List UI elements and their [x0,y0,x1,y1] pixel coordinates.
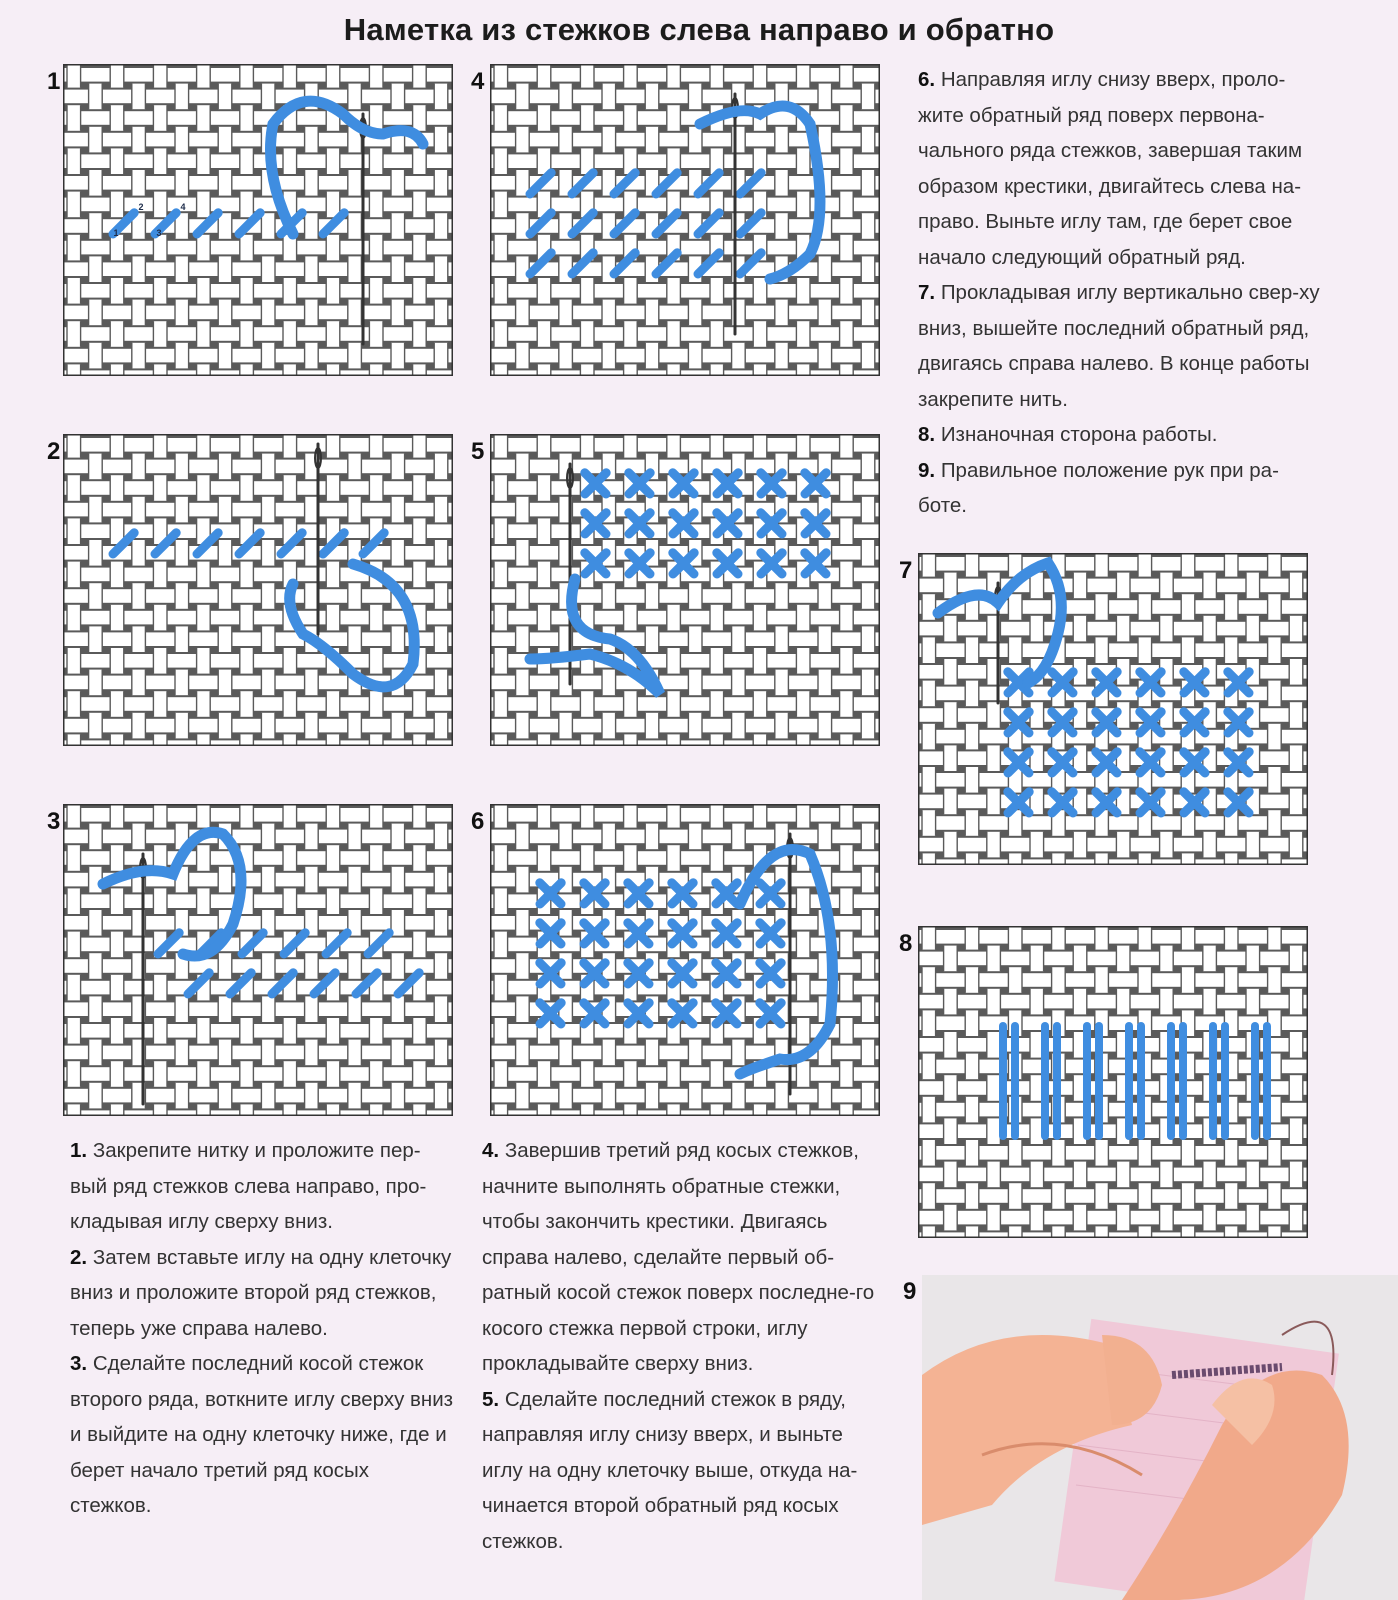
panel-number-2: 2 [47,438,61,465]
step-2-illustration [63,434,453,746]
panel-number-6: 6 [471,808,485,835]
instruction-9: 9. Правильное положение рук при ра-боте. [918,458,1279,517]
step-7-illustration [918,553,1308,865]
svg-text:4: 4 [180,202,186,212]
instruction-2: 2. Затем вставьте иглу на одну клеточку вниз и проложите второй ряд стежков, теперь уже справа налево. [70,1245,452,1340]
step-5-illustration [490,434,880,746]
step-1-canvas [63,64,453,376]
instruction-1: 1. Закрепите нитку и проложите пер-вый ряд стежков слева направо, про-кладывая иглу сверху вниз. [70,1139,427,1233]
panel-number-7: 7 [899,557,913,584]
step-6-illustration [490,804,880,1116]
panel-number-8: 8 [899,930,913,957]
step-3-illustration [63,804,453,1116]
panel-number-9: 9 [903,1278,917,1305]
hands-photo [922,1275,1398,1600]
step-4-illustration [490,64,880,376]
step-2-canvas [63,434,453,746]
instruction-5: 5. Сделайте последний стежок в ряду, направляя иглу снизу вверх, и выньте иглу на одну клеточку выше, откуда на-чинается второй обратный ряд косых стежков. [482,1387,858,1553]
panel-number-1: 1 [47,68,61,95]
step-1-illustration [63,64,453,376]
step-7-canvas [918,553,1308,865]
instruction-3: 3. Сделайте последний косой стежок второго ряда, воткните иглу сверху вниз и выйдите на одну клеточку ниже, где и берет начало третий ряд косых стежков. [70,1352,454,1517]
instructions-left [70,1133,455,1524]
step-6-canvas [490,804,880,1116]
step-8-illustration [918,926,1308,1238]
panel-number-4: 4 [471,68,485,95]
page-title: Наметка из стежков слева направо и обратно [343,12,1055,47]
step-3-canvas [63,804,453,1116]
svg-text:1: 1 [113,228,119,238]
step-8-canvas [918,926,1308,1238]
instruction-4: 4. Завершив третий ряд косых стежков, начните выполнять обратные стежки, чтобы закончить крестики. Двигаясь справа налево, сделайте первый об-ратный косой стежок поверх последне-го косого стежка первой строки, иглу прокладывайте сверху вниз. [482,1139,875,1375]
panel-number-3: 3 [47,808,61,835]
instructions-middle [482,1133,882,1559]
svg-text:2: 2 [138,202,144,212]
svg-text:3: 3 [156,228,162,238]
instruction-6: 6. Направляя иглу снизу вверх, проло-жите обратный ряд поверх первона-чального ряда стежков, завершая таким образом крестики, двигайтесь слева на-право. Выньте иглу там, где берет свое начало следующий обратный ряд. [918,68,1303,269]
step-4-canvas [490,64,880,376]
step-5-canvas [490,434,880,746]
instructions-right [918,62,1320,524]
panel-number-5: 5 [471,438,485,465]
instruction-8: 8. Изнаночная сторона работы. [918,423,1218,446]
instruction-7: 7. Прокладывая иглу вертикально свер-ху вниз, вышейте последний обратный ряд, двигаясь справа налево. В конце работы закрепите нить. [918,281,1320,411]
